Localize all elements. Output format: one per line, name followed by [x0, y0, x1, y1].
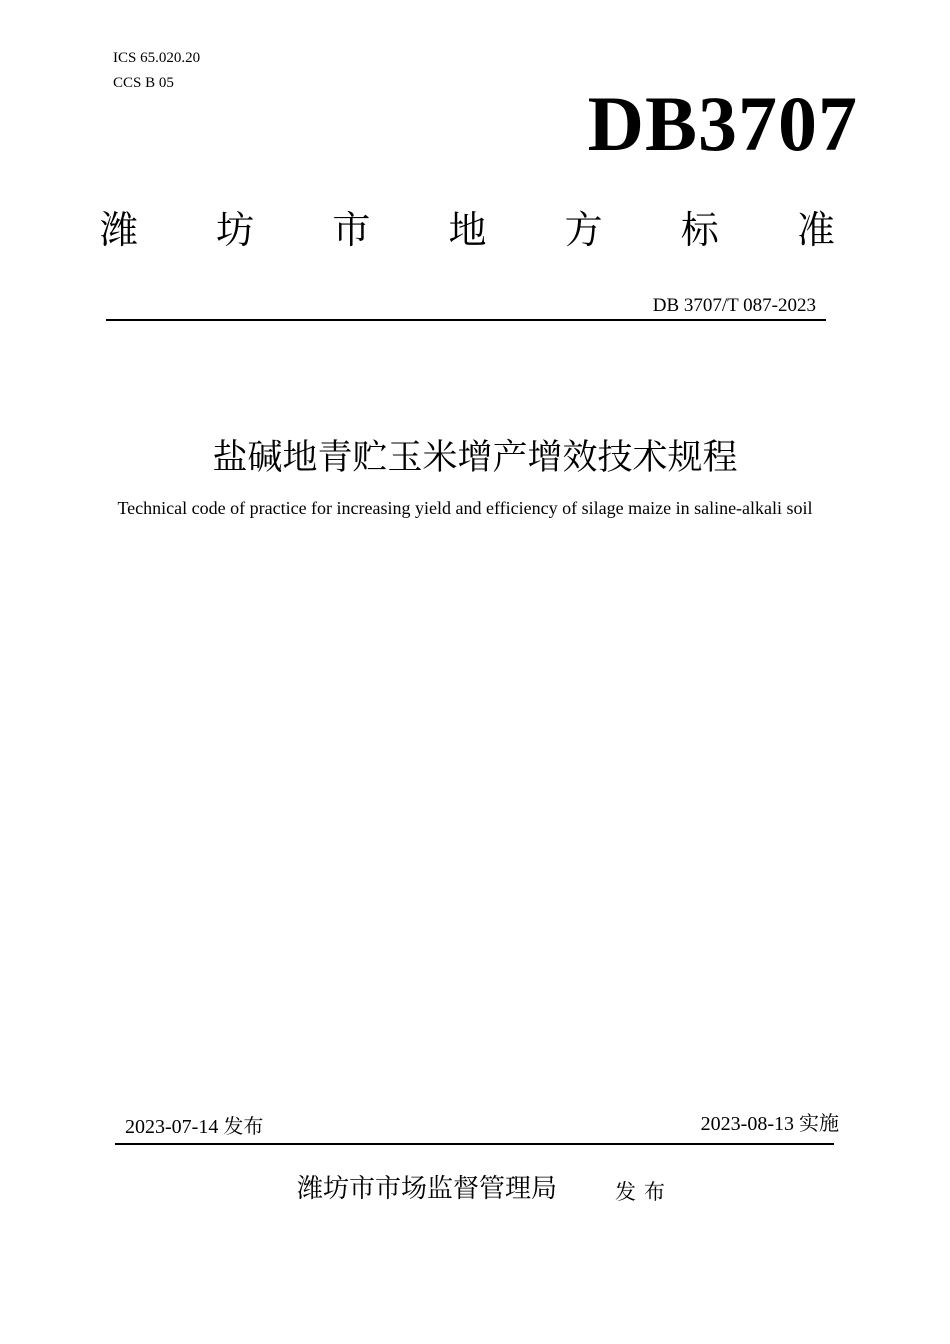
issuing-authority: 潍坊市市场监督管理局 [297, 1174, 558, 1204]
standard-type-char: 潍 [100, 208, 139, 252]
footer-divider [115, 1143, 834, 1145]
issue-date: 2023-07-14 发布 [125, 1116, 264, 1138]
implementation-date: 2023-08-13 实施 [700, 1113, 839, 1135]
standard-number: DB 3707/T 087-2023 [652, 295, 816, 316]
standard-code-large: DB3707 [587, 80, 858, 167]
document-title-english: Technical code of practice for increasing yield and efficiency of silage maize in saline-alkali soil [117, 498, 813, 518]
standard-type-char: 标 [680, 208, 719, 252]
standard-type-char: 准 [796, 208, 835, 252]
ccs-code: CCS B 05 [113, 75, 174, 91]
header-divider [106, 319, 826, 321]
standard-type-char: 市 [332, 208, 371, 252]
standard-type-char: 地 [448, 208, 487, 252]
standard-type-char: 坊 [216, 208, 255, 252]
issue-label: 发布 [615, 1180, 673, 1204]
standard-type-char: 方 [564, 208, 603, 252]
document-title-chinese: 盐碱地青贮玉米增产增效技术规程 [212, 438, 738, 478]
standard-type-heading [100, 205, 835, 255]
ics-code: ICS 65.020.20 [113, 50, 201, 66]
